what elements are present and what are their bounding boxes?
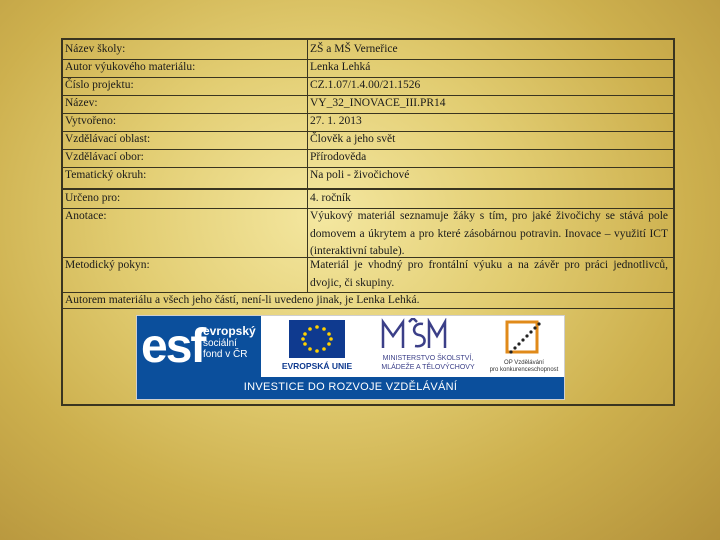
value-author: Lenka Lehká <box>310 61 371 73</box>
value-topic: Na poli - živočichové <box>310 169 410 181</box>
op-logo <box>485 316 563 377</box>
value-created: 27. 1. 2013 <box>310 115 362 127</box>
op-label <box>485 360 563 374</box>
method-text: Materiál je vhodný pro frontální výuku a na závěr pro práci jednotlivců, dvojic, či skupiny. <box>310 259 668 289</box>
label-topic: Tematický okruh: <box>65 169 147 181</box>
label-author: Autor výukového materiálu: <box>65 61 196 73</box>
label-school: Název školy: <box>65 43 126 55</box>
project-logo-banner <box>136 315 565 400</box>
label-field: Vzdělávací obor: <box>65 151 144 163</box>
document-frame <box>61 38 675 406</box>
annotation-text: Výukový materiál seznamuje žáky s tím, pro jaké živočichy se stává pole domovem a úkrytem a pro které zásobárnou potravin. Inovace – využití ICT (interaktivní tabule). <box>310 210 668 257</box>
investment-banner <box>137 377 564 399</box>
esf-label <box>203 326 256 360</box>
eu-label: EVROPSKÁ UNIE <box>281 361 353 371</box>
value-area: Člověk a jeho svět <box>310 133 396 145</box>
value-target: 4. ročník <box>310 192 351 204</box>
esf-logo <box>137 316 261 377</box>
label-project: Číslo projektu: <box>65 79 134 91</box>
row-divider <box>63 308 673 309</box>
row-divider <box>63 113 673 114</box>
value-school: ZŠ a MŠ Verneřice <box>310 43 398 55</box>
value-project: CZ.1.07/1.4.00/21.1526 <box>310 79 421 91</box>
eu-logo <box>265 316 369 377</box>
label-method: Metodický pokyn: <box>65 259 150 271</box>
label-annotation: Anotace: <box>65 210 107 222</box>
op-line-1: OP Vzdělávání <box>504 360 544 366</box>
op-line-2: pro konkurenceschopnost <box>489 367 559 373</box>
msmt-label <box>373 354 483 372</box>
eu-flag-icon <box>289 320 345 358</box>
row-divider <box>63 149 673 150</box>
msmt-logo <box>373 316 483 377</box>
author-footer: Autorem materiálu a všech jeho částí, není-li uvedeno jinak, je Lenka Lehká. <box>65 294 420 306</box>
label-target: Určeno pro: <box>65 192 121 204</box>
label-name: Název: <box>65 97 98 109</box>
label-created: Vytvořeno: <box>65 115 117 127</box>
msmt-mark-icon <box>379 318 449 352</box>
section-divider <box>63 188 673 190</box>
label-area: Vzdělávací oblast: <box>65 133 151 145</box>
esf-mark: esf <box>141 320 205 373</box>
investment-banner-text: INVESTICE DO ROZVOJE VZDĚLÁVÁNÍ <box>243 381 458 393</box>
esf-line-3: fond v ČR <box>203 349 248 360</box>
msmt-line-2: MLÁDEŽE A TĚLOVÝCHOVY <box>381 364 475 371</box>
value-field: Přírodověda <box>310 151 367 163</box>
esf-line-1: evropský <box>203 324 256 338</box>
op-mark-icon <box>503 318 545 358</box>
esf-line-2: sociální <box>203 338 237 349</box>
msmt-line-1: MINISTERSTVO ŠKOLSTVÍ, <box>382 355 474 362</box>
value-name: VY_32_INOVACE_III.PR14 <box>310 97 446 109</box>
